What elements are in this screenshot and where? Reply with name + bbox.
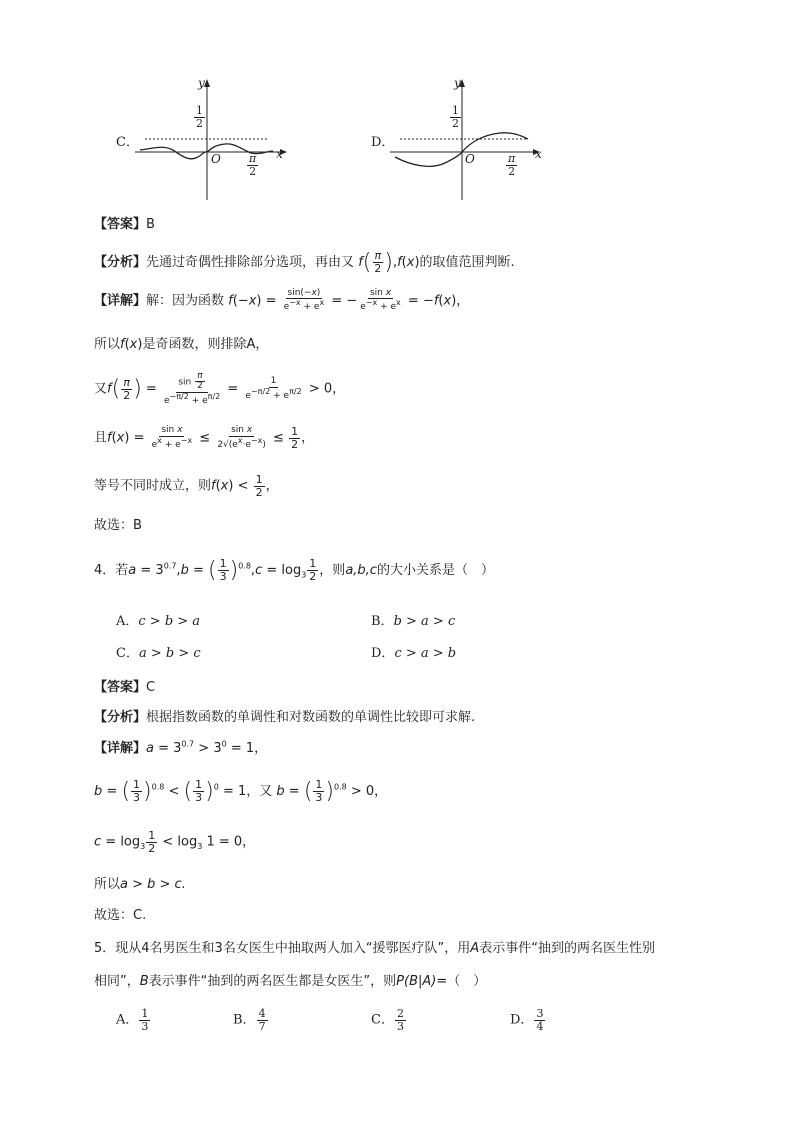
q3-final: 故选：B	[94, 518, 142, 533]
graph-c-half: $\frac{1}{2}$	[196, 104, 203, 130]
graph-c-origin: O	[211, 152, 221, 166]
q4-answer: 【答案】C	[94, 680, 156, 695]
q4-analysis: 【分析】根据指数函数的单调性和对数函数的单调性比较即可求解.	[94, 710, 476, 725]
q3-line4: 且f(x) = $\frac{\text{sin x}}{e^x + e^{-x}}$ ≤ $\frac{\text{sin x}}{2√(e^x\cdot e^{-x})}$ ≤ $\frac{1}{2}$ ，	[94, 425, 315, 451]
graph-c-pi-half: $\frac{\pi}{2}$	[249, 152, 257, 178]
graph-c-x-label: x	[276, 147, 283, 161]
q4-stem: 4．若$a = 3^{0.7},b$ = ( $\frac{1}{3}$ )$^{0.8},c = \log_3$ $\frac{1}{2}$ ，则a,b,c的大小关系是（ ）	[94, 557, 494, 583]
q4-detail-b: b = ( $\frac{1}{3}$ )$^{0.8}$ < ( $\frac{1}{3}$ )$^0$ = 1，又 b = ( $\frac{1}{3}$ )$^{0.8}$ > 0，	[94, 778, 388, 804]
q3-answer: 【答案】B	[94, 217, 155, 232]
q4-so: 所以a > b > c.	[94, 877, 186, 892]
q5-stem-line1: 5．现从4名男医生和3名女医生中抽取两人加入“援鄂医疗队”，用A表示事件“抽到的两名医生性别	[94, 941, 655, 956]
graph-c-y-label: y	[198, 76, 205, 90]
graph-d	[390, 75, 550, 205]
graph-c	[135, 75, 315, 205]
q5-option-a[interactable]: A． $\frac{1}{3}$	[116, 1007, 149, 1033]
q3-line3: 又f( $\frac{\pi}{2}$ ) = sin $\frac{\pi}{2}$ $e^{-\pi/2} + e^{\pi/2}$ = $\frac{1}{e^{-\pi/2} + e^{\pi/2}}$ > 0，	[94, 371, 346, 406]
q3-line5: 等号不同时成立，则f(x) < $\frac{1}{2}$ ，	[94, 473, 279, 499]
graph-d-pi-half: $\frac{\pi}{2}$	[508, 152, 516, 178]
q4-option-c[interactable]: C．a > b > c	[116, 646, 201, 661]
q5-option-b[interactable]: B． $\frac{4}{7}$	[233, 1007, 266, 1033]
q4-final: 故选：C.	[94, 908, 147, 923]
q4-option-d[interactable]: D．c > a > b	[371, 646, 457, 661]
q4-option-a[interactable]: A．c > b > a	[116, 614, 201, 629]
graph-d-x-label: x	[535, 147, 542, 161]
option-d-label: D．	[371, 135, 395, 150]
q5-option-c[interactable]: C． $\frac{2}{3}$	[371, 1007, 404, 1033]
graph-d-half: $\frac{1}{2}$	[452, 104, 459, 130]
q5-option-d[interactable]: D． $\frac{3}{4}$	[510, 1007, 544, 1033]
q5-stem-line2: 相同”，B表示事件“抽到的两名医生都是女医生”，则P(B|A)=（ ）	[94, 974, 487, 989]
graph-d-y-label: y	[454, 76, 461, 90]
option-c-label: C．	[116, 135, 139, 150]
q4-option-b[interactable]: B．b > a > c	[371, 614, 456, 629]
graph-d-origin: O	[465, 152, 475, 166]
q4-detail: 【详解】$a = 3^{0.7} > 3^0 = 1$，	[94, 739, 268, 756]
q3-line2: 所以f(x)是奇函数，则排除A，	[94, 337, 269, 352]
q3-analysis: 【分析】先通过奇偶性排除部分选项，再由又 f( $\frac{\pi}{2}$ ),f(x)的取值范围判断.	[94, 249, 515, 275]
q3-detail: 【详解】解：因为函数 f(−x) = $\frac{\sin(-x)}{e^{-x} + e^x}$ = − $\frac{\text{sin x}}{e^{-x} + e^x}$ = −f(x)，	[94, 288, 470, 313]
q4-detail-c: $c = \log_3$ $\frac{1}{2}$ < $\log_3 1 = 0$，	[94, 829, 256, 855]
